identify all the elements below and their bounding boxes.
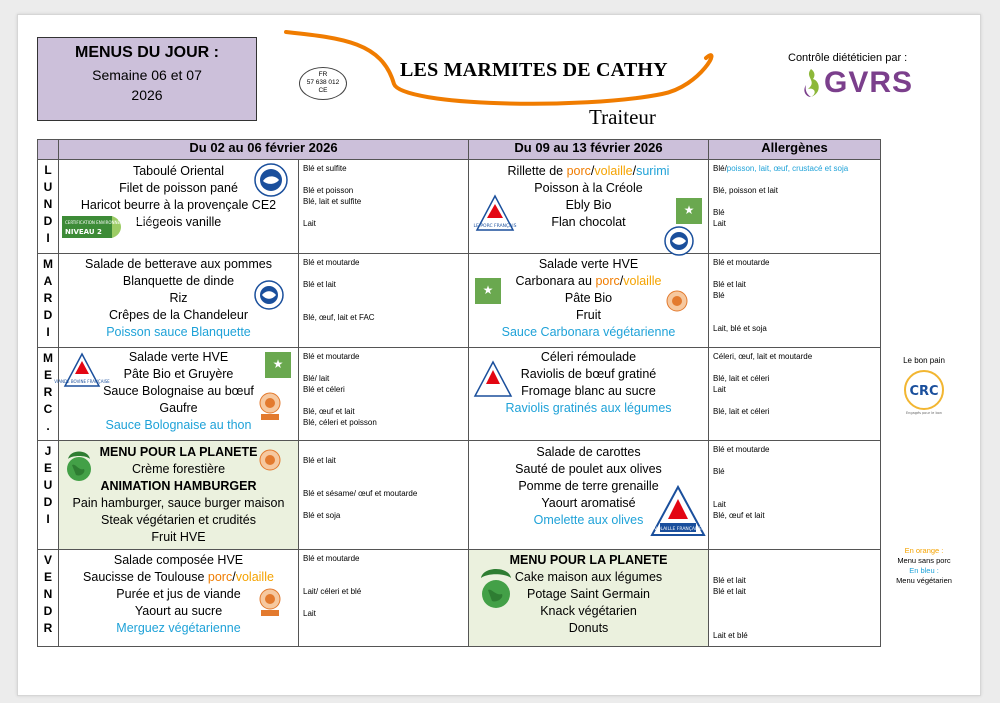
dish: Flan chocolat xyxy=(551,215,626,229)
viande-bovine-text: VIANDE BOVINE FRANÇAISE xyxy=(54,379,110,384)
gvrs-flame-icon xyxy=(800,67,822,99)
porc-fr-text: LE PORC FRANÇAIS xyxy=(473,224,517,229)
dish: Haricot beurre à la provençale CE2 xyxy=(80,198,277,212)
viande-bovine-icon xyxy=(473,360,513,405)
dish: Filet de poisson pané xyxy=(119,181,238,195)
w1-wednesday-menu: Salade verte HVE Pâte Bio et Gruyère Sauce Bolognaise au bœuf Gaufre Sauce Bolognaise au thon VIANDE BOVINE FRANÇAISE xyxy=(59,348,299,441)
allergens-header: Allergènes xyxy=(709,140,881,160)
day-label-vendredi: V E N D R xyxy=(38,550,59,647)
svg-text:★: ★ xyxy=(482,283,494,297)
day-label-lundi: L U N D I xyxy=(38,160,59,254)
w1-tuesday-allergens: Blé et moutarde Blé et lait Blé, œuf, lait et FAC xyxy=(299,254,469,348)
svg-text:★: ★ xyxy=(272,357,284,371)
w1-friday-menu: Salade composée HVE Saucisse de Toulouse porc/volaille Purée et jus de viande Yaourt au sucre Merguez végétarienne xyxy=(59,550,299,647)
w2-monday-menu xyxy=(469,160,709,254)
gvrs-text: GVRS xyxy=(824,66,914,99)
stamp-line: 57 638 012 xyxy=(306,79,340,86)
w2-wednesday-menu: Céleri rémoulade Raviolis de bœuf gratiné Fromage blanc au sucre Raviolis gratinés aux légumes xyxy=(469,348,709,441)
msc-fish-label-icon xyxy=(254,163,288,200)
planet-menu-title: MENU POUR LA PLANETE xyxy=(509,553,668,567)
w1-friday-allergens: Blé et moutarde Lait/ céleri et blé Lait xyxy=(299,550,469,647)
dish: Taboulé Oriental xyxy=(132,164,225,178)
bon-pain-label: Le bon pain CRC Engagés pour le bon xyxy=(895,356,953,417)
color-legend xyxy=(892,546,956,586)
legend-blue-text: Menu végétarien xyxy=(896,576,952,585)
day-label-jeudi: J E U D I xyxy=(38,441,59,550)
menu-table xyxy=(37,139,881,647)
vegetarian-option: Merguez végétarienne xyxy=(116,621,241,635)
dish: Rillette de porc/volaille/surimi xyxy=(507,164,670,178)
brand-subtitle: Traiteur xyxy=(589,105,656,129)
menus-du-jour-box xyxy=(37,37,257,121)
planet-globe-icon xyxy=(64,447,94,488)
svg-text:★: ★ xyxy=(683,203,695,217)
week1-header: Du 02 au 06 février 2026 xyxy=(59,140,469,160)
label-rouge-icon xyxy=(259,449,281,474)
vegetarian-option: Sauce Bolognaise au thon xyxy=(105,418,252,432)
w2-tuesday-allergens: Blé et moutarde Blé et lait Blé Lait, blé et soja xyxy=(709,254,881,348)
w2-friday-allergens: Blé et lait Blé et lait Lait et blé xyxy=(709,550,881,647)
w2-thursday-menu: Salade de carottes Sauté de poulet aux olives Pomme de terre grenaille Yaourt aromatisé Omelette aux olives VOLAILLE FRANÇAISE xyxy=(469,441,709,550)
volaille-francaise-icon xyxy=(650,485,706,544)
menus-weeks: Semaine 06 et 07 xyxy=(92,67,202,83)
gvrs-logo xyxy=(800,66,913,100)
planet-menu-title: MENU POUR LA PLANETE xyxy=(99,445,258,459)
menus-title: MENUS DU JOUR : xyxy=(74,44,219,61)
viande-bovine-icon xyxy=(54,352,110,395)
w2-thursday-allergens: Blé et moutarde Blé Lait Blé, œuf et lait xyxy=(709,441,881,550)
w1-thursday-allergens: Blé et lait Blé et sésame/ œuf et moutarde Blé et soja xyxy=(299,441,469,550)
stamp-line: CE xyxy=(318,87,328,94)
day-label-mardi: M A R D I xyxy=(38,254,59,348)
env-certification-icon xyxy=(62,214,159,245)
legend-orange-text: Menu sans porc xyxy=(897,556,951,565)
label-rouge-icon xyxy=(259,588,281,621)
vegetarian-option: Raviolis gratinés aux légumes xyxy=(505,401,672,415)
w1-tuesday-menu: Salade de betterave aux pommes Blanquette de dinde Riz Crêpes de la Chandeleur Poisson sauce Blanquette xyxy=(59,254,299,348)
w2-tuesday-menu: Salade verte HVE Carbonara au porc/volaille Pâte Bio Fruit Sauce Carbonara végétarienne ★ xyxy=(469,254,709,348)
animation-title: ANIMATION HAMBURGER xyxy=(100,479,257,493)
porc-francais-icon xyxy=(475,194,515,239)
svg-text:NIVEAU 2: NIVEAU 2 xyxy=(65,228,102,236)
day-label-mercredi: M E R C . xyxy=(38,348,59,441)
w2-friday-menu: MENU POUR LA PLANETE Cake maison aux légumes Potage Saint Germain Knack végétarien Donuts xyxy=(469,550,709,647)
legend-blue-title: En bleu : xyxy=(909,566,939,575)
dish: Liégeois vanille xyxy=(135,215,222,229)
volaille-fr-text: VOLAILLE FRANÇAISE xyxy=(653,527,703,532)
week2-header: Du 09 au 13 février 2026 xyxy=(469,140,709,160)
agri-bio-icon xyxy=(475,278,501,309)
control-label: Contrôle diététicien par : xyxy=(788,52,908,64)
crc-logo-icon xyxy=(901,369,947,415)
brand-name: LES MARMITES DE CATHY xyxy=(400,59,668,81)
stamp-line: FR xyxy=(318,71,328,78)
w1-monday-allergens: Blé et sulfite Blé et poisson Blé, lait et sulfite Lait xyxy=(299,160,469,254)
agri-bio-icon xyxy=(676,198,702,229)
crc-text: CRC xyxy=(909,384,939,399)
vegetarian-option: Omelette aux olives xyxy=(533,513,644,527)
planet-globe-icon xyxy=(479,566,513,615)
dish: Poisson à la Créole xyxy=(534,181,643,195)
label-rouge-icon xyxy=(666,290,688,317)
crc-small-text: Engagés pour le bon xyxy=(905,411,943,415)
w1-wednesday-allergens: ★ Blé et moutarde Blé/ lait Blé et céleri Blé, œuf et lait Blé, céleri et poisson xyxy=(299,348,469,441)
agri-bio-icon xyxy=(265,352,291,381)
cert-env-text: CERTIFICATION ENVIRONNEMENTALE NIVEAU 2 xyxy=(65,220,159,225)
w2-wednesday-allergens: Céleri, œuf, lait et moutarde Blé, lait et céleri Lait Blé, lait et céleri xyxy=(709,348,881,441)
vegetarian-option: Poisson sauce Blanquette xyxy=(106,325,251,339)
legend-orange-title: En orange : xyxy=(904,546,944,555)
w1-thursday-menu: MENU POUR LA PLANETE Crème forestière ANIMATION HAMBURGER Pain hamburger, sauce burger maison Steak végétarien et crudités Fruit HVE xyxy=(59,441,299,550)
dish: Ebly Bio xyxy=(565,198,612,212)
menus-year: 2026 xyxy=(131,87,163,103)
msc-fish-label-icon xyxy=(254,280,284,313)
w2-monday-allergens: Blé/poisson, lait, œuf, crustacé et soja Blé, poisson et lait Blé Lait xyxy=(709,160,881,254)
vegetarian-option: Sauce Carbonara végétarienne xyxy=(501,325,676,339)
label-rouge-icon xyxy=(259,392,281,425)
